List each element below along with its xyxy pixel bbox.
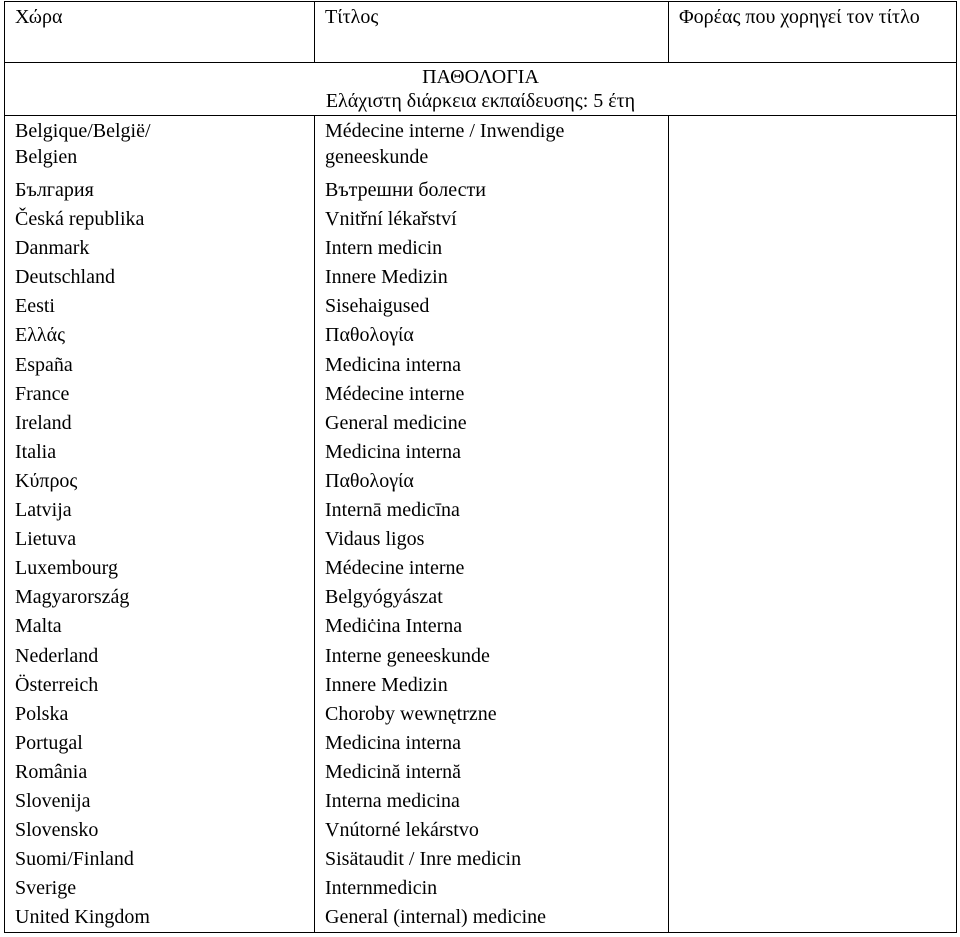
title-cell: Innere Medizin: [325, 266, 448, 289]
wrapped-line: Médecine interne / Inwendige: [325, 120, 565, 142]
title-cell: Вътрешни болести: [325, 179, 486, 201]
title-cell: General (internal) medicine: [325, 906, 546, 929]
header-awarding-body: Φορέας που χορηγεί τον τίτλο: [669, 2, 957, 63]
title-cell: Innere Medizin: [325, 673, 448, 696]
country-cell: Suomi/Finland: [15, 848, 134, 871]
country-cell: Latvija: [15, 499, 72, 522]
country-cell: Κύπρος: [15, 469, 78, 492]
wrapped-line: geneeskunde: [325, 146, 429, 168]
country-cell: [15, 118, 314, 176]
country-cell: Nederland: [15, 644, 99, 667]
country-cell: Slovenija: [15, 789, 91, 812]
country-cell: Österreich: [15, 673, 99, 696]
title-cell: Médecine interne: [325, 382, 465, 405]
title-cell: Medicină internă: [325, 760, 462, 783]
country-cell: Italia: [15, 440, 57, 463]
wrapped-line: Belgique/België/: [15, 120, 151, 142]
title-cell: [325, 118, 668, 176]
country-cell: Eesti: [15, 295, 55, 318]
title-cell: Mediċina Interna: [325, 615, 463, 638]
title-column: [315, 116, 669, 933]
country-cell: Magyarország: [15, 586, 130, 609]
title-cell: Choroby wewnętrzne: [325, 702, 497, 725]
body-row: [5, 116, 957, 933]
country-cell: España: [15, 353, 73, 376]
country-cell: România: [15, 760, 88, 783]
title-cell: Sisätaudit / Inre medicin: [325, 848, 522, 871]
country-cell: Deutschland: [15, 266, 115, 289]
country-cell: Ελλάς: [15, 324, 66, 347]
title-cell: Interna medicina: [325, 789, 460, 812]
title-cell: Intern medicin: [325, 237, 443, 260]
title-cell: Internmedicin: [325, 877, 438, 900]
title-cell: General medicine: [325, 411, 467, 434]
title-cell: Internā medicīna: [325, 499, 460, 522]
country-cell: Portugal: [15, 731, 83, 754]
country-cell: Luxembourg: [15, 557, 118, 580]
country-cell: Lietuva: [15, 528, 77, 551]
title-cell: Sisehaigused: [325, 295, 430, 318]
title-cell: Medicina interna: [325, 731, 462, 754]
title-cell: Παθολογία: [325, 469, 414, 492]
country-cell: Sverige: [15, 877, 77, 900]
country-cell: Slovensko: [15, 819, 99, 842]
header-country: Χώρα: [5, 2, 315, 63]
country-cell: Malta: [15, 615, 62, 638]
country-cell: Ireland: [15, 411, 72, 434]
awarding-body-column: [669, 116, 957, 933]
country-cell: France: [15, 382, 70, 405]
section-title: ΠΑΘΟΛΟΓΙΑ: [422, 66, 539, 88]
section-row: [5, 63, 957, 116]
specialty-table: [4, 1, 957, 933]
country-cell: United Kingdom: [15, 906, 150, 929]
title-cell: Medicina interna: [325, 353, 462, 376]
country-column: [5, 116, 315, 933]
wrapped-line: Belgien: [15, 146, 78, 168]
title-cell: Παθολογία: [325, 324, 414, 347]
country-cell: Danmark: [15, 237, 90, 260]
title-cell: Vnitřní lékařství: [325, 208, 457, 231]
title-cell: Vidaus ligos: [325, 528, 425, 551]
header-title: Τίτλος: [315, 2, 669, 63]
title-cell: Medicina interna: [325, 440, 462, 463]
country-cell: Polska: [15, 702, 69, 725]
country-cell: Česká republika: [15, 208, 145, 231]
country-cell: България: [15, 179, 94, 201]
header-row: [5, 2, 957, 63]
title-cell: Médecine interne: [325, 557, 465, 580]
section-duration: Ελάχιστη διάρκεια εκπαίδευσης: 5 έτη: [325, 90, 636, 112]
title-cell: Interne geneeskunde: [325, 644, 490, 667]
title-cell: Belgyógyászat: [325, 586, 443, 609]
title-cell: Vnútorné lekárstvo: [325, 819, 479, 842]
section-cell: [5, 63, 957, 116]
